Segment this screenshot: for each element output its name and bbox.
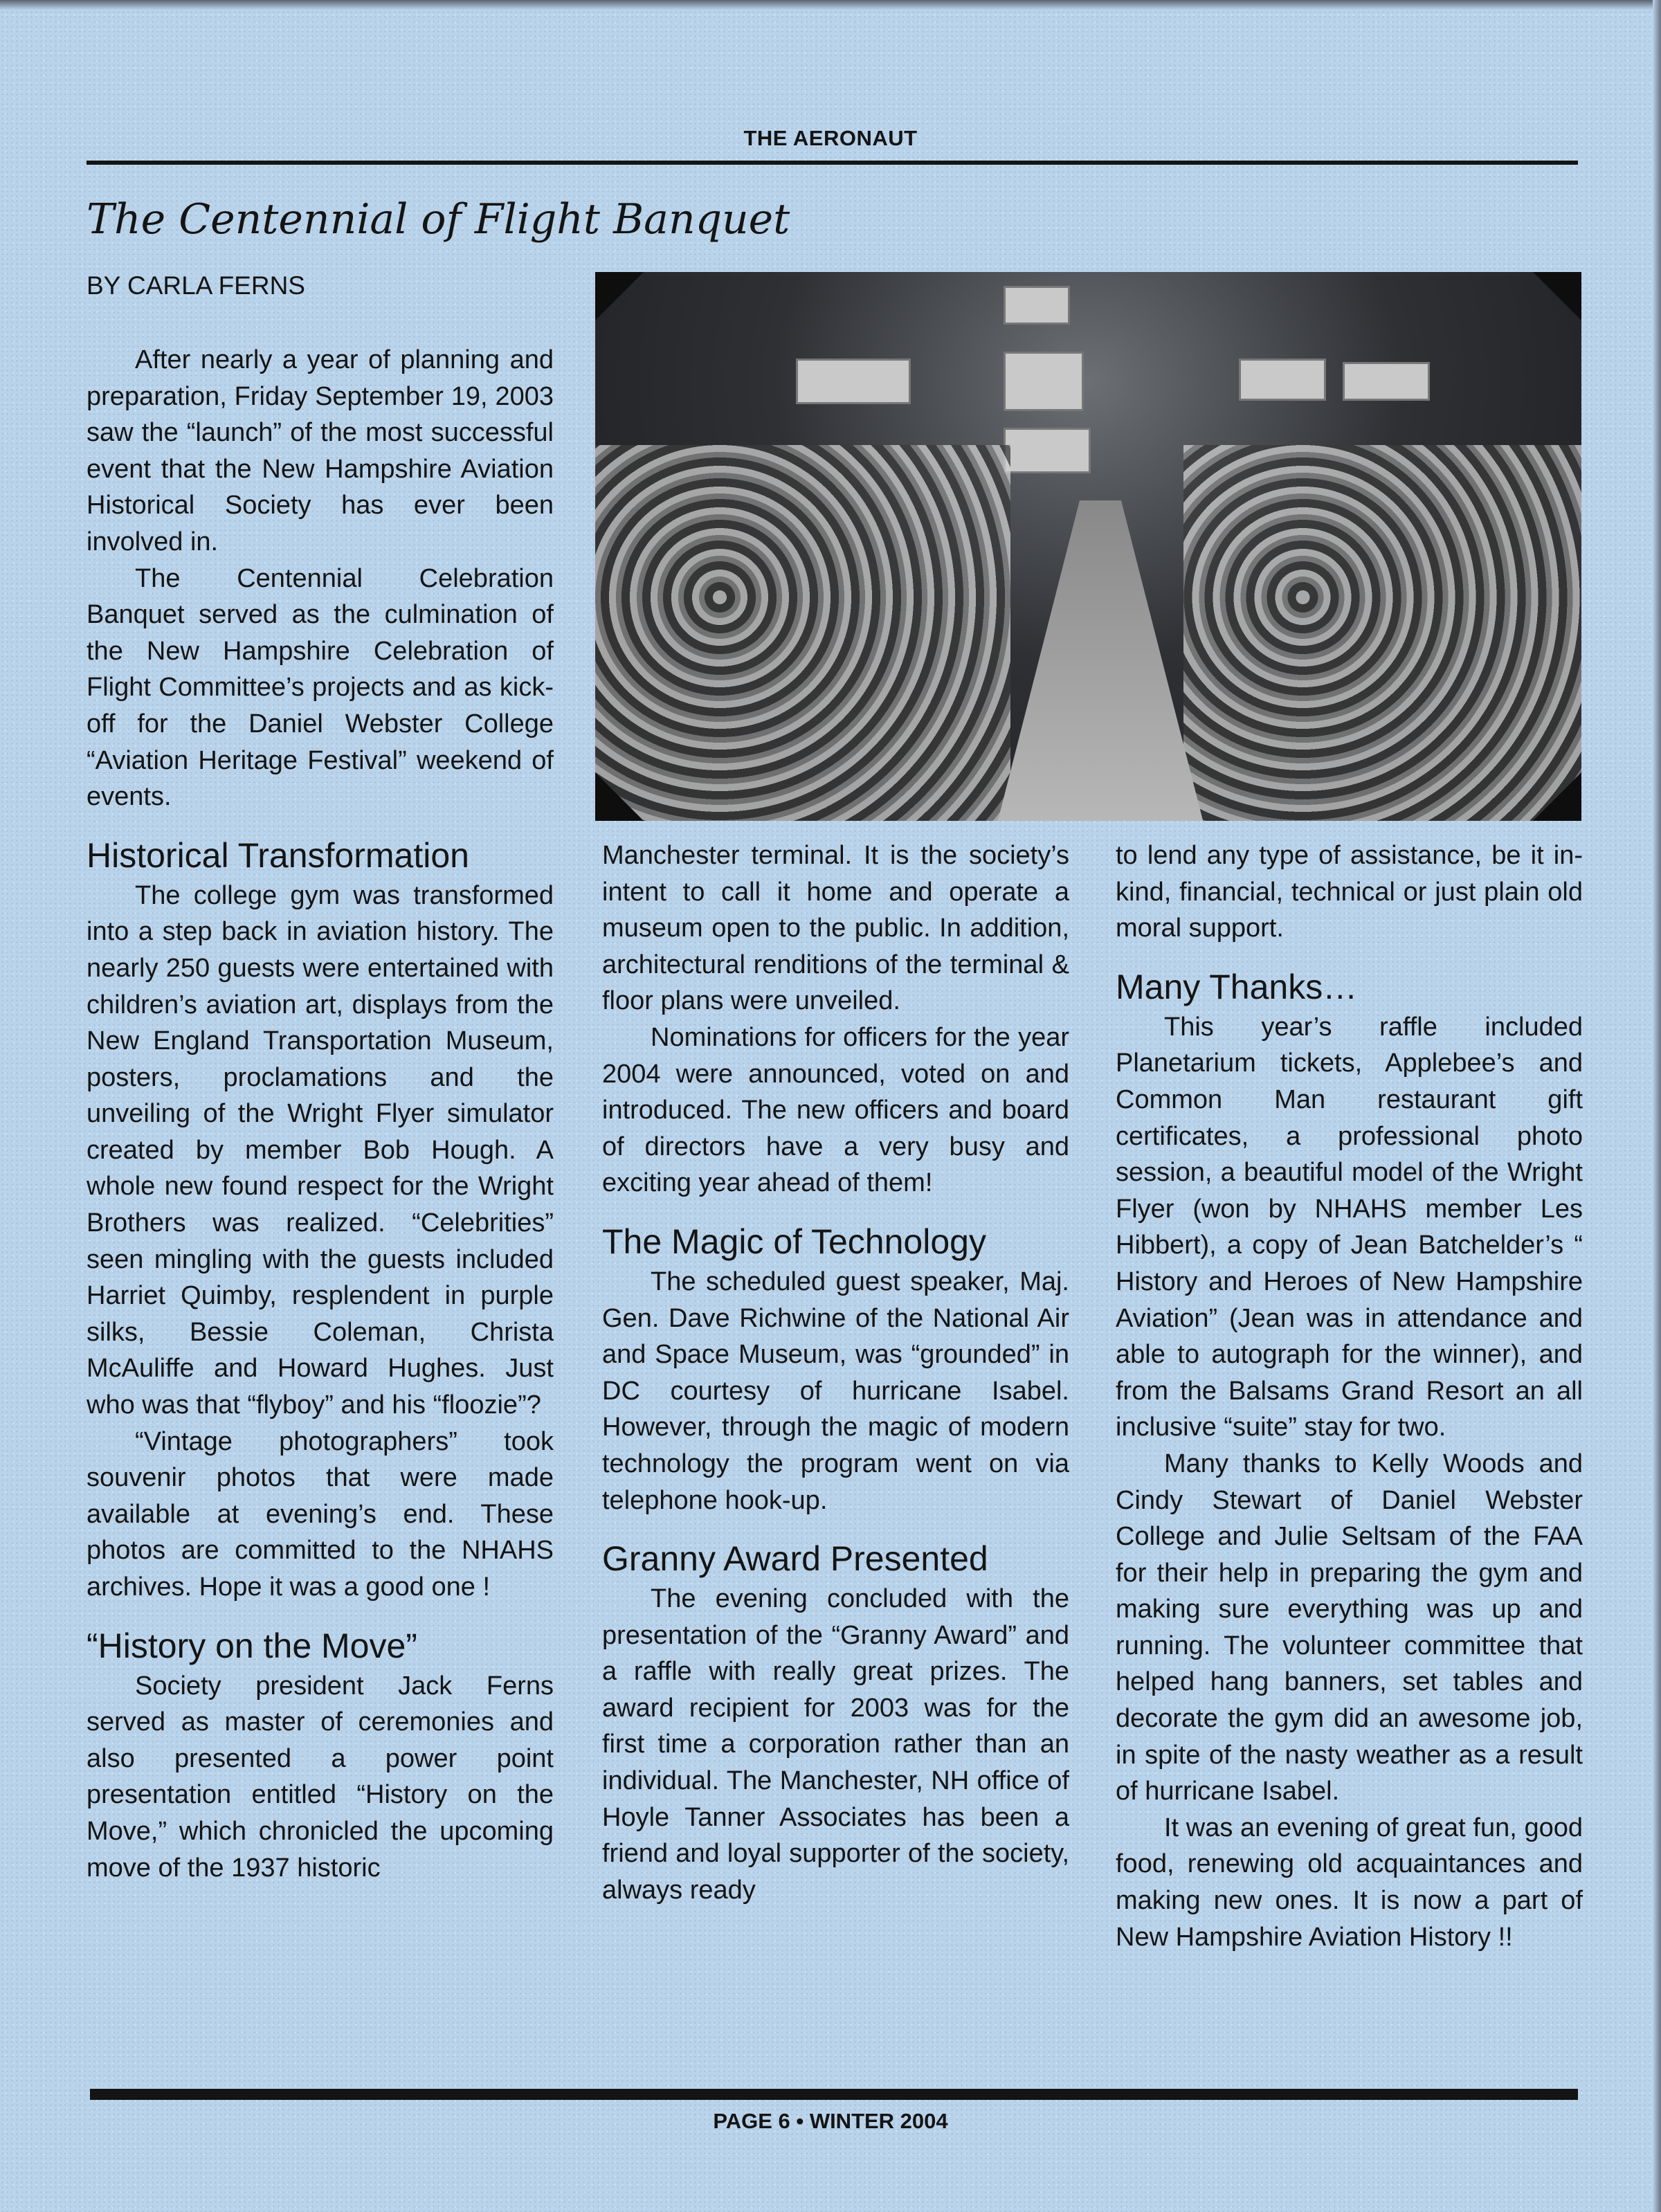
column-2 xyxy=(602,837,1069,1908)
header-rule xyxy=(87,161,1578,165)
photo-banner xyxy=(1239,359,1326,401)
paragraph: This year’s raffle included Planetarium tickets, Applebee’s and Common Man restaurant gift certificates, a professional photo session, a beautiful model of the Wright Flyer (won by NHAHS member Les Hibbert), a copy of Jean Batchelder’s “ History and Heroes of New Hampshire Aviation” (Jean was in attendance and able to autograph for the winner), and from the Balsams Grand Resort an all inclusive “suite” stay for two. xyxy=(1116,1012,1583,1442)
section-heading: “History on the Move” xyxy=(87,1626,417,1665)
column-3 xyxy=(1116,837,1583,1955)
photo-banner xyxy=(1004,286,1070,325)
photo-banner xyxy=(1004,428,1091,473)
banquet-photo xyxy=(595,272,1581,821)
page-footer: PAGE 6 • WINTER 2004 xyxy=(713,2109,948,2133)
paragraph: The Centennial Celebration Banquet served as the culmination of the New Hampshire Celebration of Flight Committee’s projects and as kick-off for the Daniel Webster College “Aviation Heritage Festival” weekend of events. xyxy=(87,563,554,812)
paragraph: The scheduled guest speaker, Maj. Gen. Dave Richwine of the National Air and Space Museum, was “grounded” in DC courtesy of hurricane Isabel. However, through the magic of modern technology the program went on via telephone hook-up. xyxy=(602,1267,1069,1515)
photo-crowd-right xyxy=(1183,445,1581,821)
section-heading: Many Thanks… xyxy=(1116,967,1358,1006)
paragraph: The college gym was transformed into a step back in aviation history. The nearly 250 guests were entertained with children’s aviation art, displays from the New England Transportation Museum, posters, proclamations and the unveiling of the Wright Flyer simulator created by member Bob Hough. A whole new found respect for the Wright Brothers was realized. “Celebrities” seen mingling with the guests included Harriet Quimby, resplendent in purple silks, Bessie Coleman, Christa McAuliffe and Howard Hughes. Just who was that “flyboy” and his “floozie”? xyxy=(87,880,554,1420)
photo-banner xyxy=(796,359,911,404)
section-heading: Granny Award Presented xyxy=(602,1539,988,1579)
paragraph: “Vintage photographers” took souvenir photos that were made available at evening’s end. These photos are committed to the NHAHS archives. Hope it was a good one ! xyxy=(87,1426,554,1602)
photo-banner xyxy=(1343,362,1430,401)
paragraph: It was an evening of great fun, good food, renewing old acquaintances and making new ones. It is now a part of New Hampshire Aviation History !! xyxy=(1116,1813,1583,1952)
photo-crowd-left xyxy=(595,445,1010,821)
paragraph: Many thanks to Kelly Woods and Cindy Stewart of Daniel Webster College and Julie Seltsam of the FAA for their help in preparing the gym and making sure everything was up and running. The volunteer committee that helped hang banners, set tables and decorate the gym did an awesome job, in spite of the nasty weather as a result of hurricane Isabel. xyxy=(1116,1449,1583,1806)
publication-masthead: THE AERONAUT xyxy=(743,126,918,150)
section-heading: The Magic of Technology xyxy=(602,1222,986,1261)
paragraph: Society president Jack Ferns served as master of ceremonies and also presented a power point presentation entitled “History on the Move,” which chronicled the upcoming move of the 1937 historic xyxy=(87,1671,554,1883)
photo-aisle xyxy=(997,500,1204,821)
paragraph: Nominations for officers for the year 2004 were announced, voted on and introduced. The new officers and board of directors have a very busy and exciting year ahead of them! xyxy=(602,1022,1069,1198)
scan-edge-right xyxy=(1653,0,1661,2212)
paragraph: After nearly a year of planning and preparation, Friday September 19, 2003 saw the “launch” of the most successful event that the New Hampshire Aviation Historical Society has ever been involved in. xyxy=(87,345,554,556)
photo-corner xyxy=(1533,272,1581,320)
paragraph: to lend any type of assistance, be it in-kind, financial, technical or just plain old moral support. xyxy=(1116,841,1583,943)
paragraph: The evening concluded with the presentation of the “Granny Award” and a raffle with really great prizes. The award recipient for 2003 was for the first time a corporation rather than an individual. The Manchester, NH office of Hoyle Tanner Associates has been a friend and loyal supporter of the society, always ready xyxy=(602,1584,1069,1905)
photo-corner xyxy=(595,272,644,320)
article-byline: BY CARLA FERNS xyxy=(87,271,305,300)
footer-rule xyxy=(90,2089,1578,2100)
paragraph: Manchester terminal. It is the society’s intent to call it home and operate a museum open to the public. In addition, architectural renditions of the terminal & floor plans were unveiled. xyxy=(602,841,1069,1016)
column-1 xyxy=(87,342,554,1886)
article-title: The Centennial of Flight Banquet xyxy=(87,195,790,244)
section-heading: Historical Transformation xyxy=(87,835,469,875)
scan-edge-top xyxy=(0,0,1661,10)
photo-banner xyxy=(1004,352,1084,411)
